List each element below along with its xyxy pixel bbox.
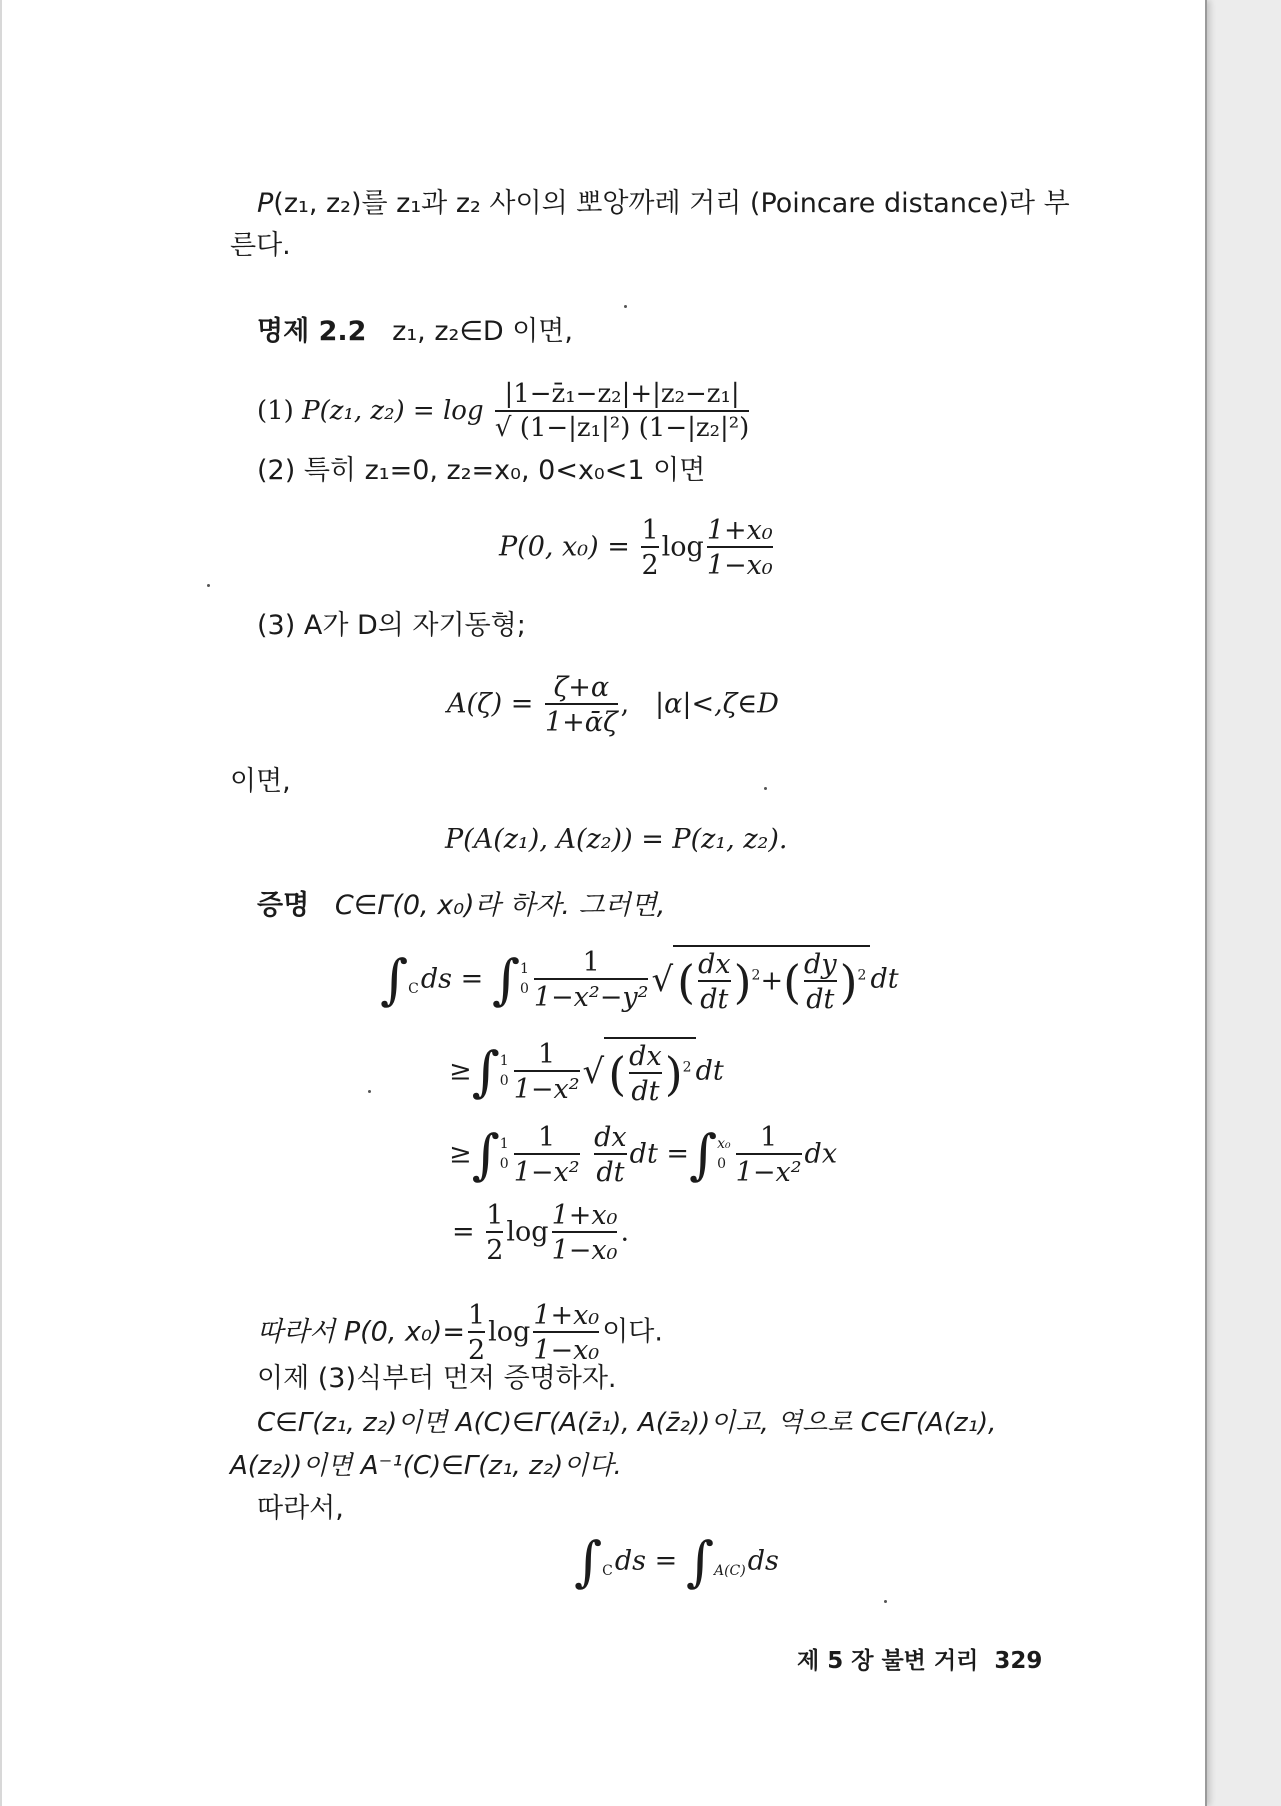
proof-step-4: = $\frac{1}{2}$ log $\frac{\text{1+x₀}}{\text{1−x₀}}$ . [452, 1200, 630, 1267]
chapter-title: 제 5 장 불변 거리 [797, 1648, 979, 1674]
running-footer [797, 1650, 1042, 1673]
item2-formula: P(0, x₀) = $\frac{1}{2}$ log $\frac{\text{1+x₀}}{\text{1−x₀}}$ [499, 515, 773, 582]
scan-speck [884, 1600, 887, 1603]
proposition-heading: 명제 2.2 z₁, z₂∈D 이면, [257, 316, 573, 347]
final-formula: ∫ C ds = ∫ A(C) ds [574, 1530, 779, 1593]
item3-formula: A(ζ) = $\frac{\zeta+\alpha}{\text{1+ᾱζ}}$ , |α|<,ζ∈D [447, 672, 779, 739]
proof-intro: 증명 C∈Γ(0, x₀)라 하자. 그러면, [257, 890, 666, 921]
proof-now: 이제 (3)식부터 먼저 증명하자. [257, 1363, 617, 1394]
then-text: 이면, [230, 766, 291, 797]
scan-speck [207, 584, 210, 587]
proof-conclusion: 따라서 P(0, x₀)= $\frac{1}{2}$ log $\frac{\text{1+x₀}}{\text{1−x₀}}$ 이다. [257, 1300, 663, 1367]
proof-line-a: C∈Γ(z₁, z₂)이면 A(C)∈Γ(A(z̄₁), A(z̄₂))이고, 역으로 C∈Γ(A(z₁), [257, 1408, 997, 1438]
scan-speck [764, 787, 767, 790]
proposition-item-3: (3) A가 D의 자기동형; [257, 610, 526, 641]
proof-therefore: 따라서, [257, 1493, 344, 1524]
proposition-item-1: (1) P(z₁, z₂) = log $\frac{\text{|1−z̄₁−z₂|+|z₂−z₁|}}{\text{√ (1−|z₁|²) (1−|z₂|²)}}$ [257, 379, 750, 443]
page-number: 329 [994, 1648, 1043, 1674]
proof-step-1: ∫ C ds = ∫ 1 0 $\frac{1}{\text{1−x²−y²}}$ √( $\frac{dx}{dt}$ )$^2$+( $\frac{dy}{dt}$ )$^2$ dt [380, 947, 899, 1016]
proof-line-b: A(z₂))이면 A⁻¹(C)∈Γ(z₁, z₂)이다. [230, 1451, 622, 1481]
proof-step-3: ≥∫ 1 0 $\frac{1}{\text{1−x²}}$ $\frac{dx}{dt}$ dt =∫ x₀ 0 $\frac{1}{\text{1−x²}}$ dx [449, 1122, 838, 1189]
scan-speck [624, 305, 627, 308]
item1-fraction: $\frac{\text{|1−z̄₁−z₂|+|z₂−z₁|}}{\text{√ (1−|z₁|²) (1−|z₂|²)}}$ [494, 379, 750, 443]
item3-result: P(A(z₁), A(z₂)) = P(z₁, z₂). [445, 824, 788, 855]
proposition-item-2: (2) 특히 z₁=0, z₂=x₀, 0<x₀<1 이면 [257, 455, 706, 486]
proof-step-2: ≥∫ 1 0 $\frac{1}{\text{1−x²}}$ √( $\frac{dx}{dt}$ )$^2$ dt [449, 1039, 724, 1108]
intro-line-2: 른다. [230, 230, 291, 261]
intro-line-1: P(z₁, z₂)를 z₁과 z₂ 사이의 뽀앙까레 거리 (Poincare distance)라 부 [257, 188, 1070, 219]
scan-speck [368, 1090, 371, 1093]
